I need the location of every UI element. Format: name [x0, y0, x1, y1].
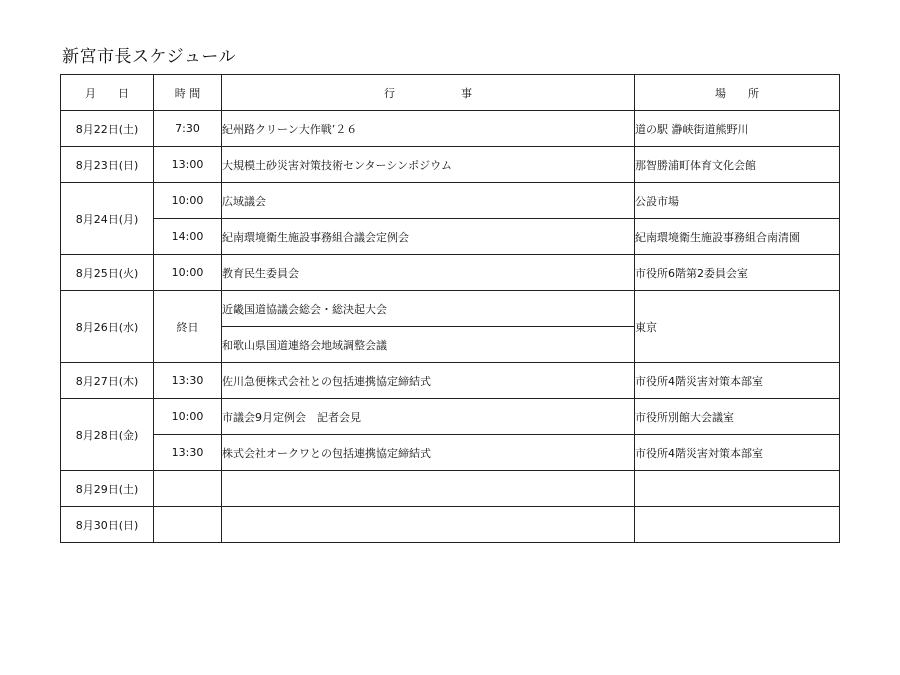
event-cell: 大規模土砂災害対策技術センターシンポジウム — [222, 147, 635, 183]
header-date: 月 日 — [61, 75, 154, 111]
header-row — [61, 75, 840, 111]
event-cell: 株式会社オークワとの包括連携協定締結式 — [222, 435, 635, 471]
place-cell: 公設市場 — [635, 183, 840, 219]
date-cell: 8月30日(日) — [61, 507, 154, 543]
date-cell: 8月28日(金) — [61, 399, 154, 471]
event-cell — [222, 471, 635, 507]
table-row — [61, 255, 840, 291]
header-event: 行 事 — [222, 75, 635, 111]
header-time: 時 間 — [154, 75, 222, 111]
schedule-table — [60, 74, 840, 543]
date-cell: 8月27日(木) — [61, 363, 154, 399]
event-cell: 和歌山県国道連絡会地域調整会議 — [222, 327, 635, 363]
place-cell: 那智勝浦町体育文化会館 — [635, 147, 840, 183]
page-title: 新宮市長スケジュール — [62, 47, 236, 67]
time-cell — [154, 507, 222, 543]
table-row — [61, 111, 840, 147]
table-row — [61, 147, 840, 183]
date-cell: 8月24日(月) — [61, 183, 154, 255]
event-cell: 佐川急便株式会社との包括連携協定締結式 — [222, 363, 635, 399]
table-row — [61, 471, 840, 507]
table-row — [61, 507, 840, 543]
date-cell: 8月26日(水) — [61, 291, 154, 363]
place-cell: 市役所別館大会議室 — [635, 399, 840, 435]
time-cell: 終日 — [154, 291, 222, 363]
event-cell — [222, 507, 635, 543]
place-cell — [635, 507, 840, 543]
date-cell: 8月23日(日) — [61, 147, 154, 183]
date-cell: 8月25日(火) — [61, 255, 154, 291]
place-cell — [635, 471, 840, 507]
time-cell: 10:00 — [154, 399, 222, 435]
event-cell: 近畿国道協議会総会・総決起大会 — [222, 291, 635, 327]
place-cell: 市役所4階災害対策本部室 — [635, 363, 840, 399]
table-row — [61, 435, 840, 471]
place-cell: 道の駅 瀞峡街道熊野川 — [635, 111, 840, 147]
event-cell: 紀州路クリーン大作戦’２６ — [222, 111, 635, 147]
table-row — [61, 183, 840, 219]
table-row — [61, 363, 840, 399]
time-cell: 10:00 — [154, 255, 222, 291]
date-cell: 8月22日(土) — [61, 111, 154, 147]
table-row — [61, 291, 840, 327]
time-cell: 7:30 — [154, 111, 222, 147]
time-cell: 13:30 — [154, 435, 222, 471]
time-cell — [154, 471, 222, 507]
place-cell: 市役所4階災害対策本部室 — [635, 435, 840, 471]
event-cell: 市議会9月定例会 記者会見 — [222, 399, 635, 435]
date-cell: 8月29日(土) — [61, 471, 154, 507]
time-cell: 14:00 — [154, 219, 222, 255]
header-place: 場 所 — [635, 75, 840, 111]
event-cell: 紀南環境衛生施設事務組合議会定例会 — [222, 219, 635, 255]
place-cell: 東京 — [635, 291, 840, 363]
event-cell: 広域議会 — [222, 183, 635, 219]
time-cell: 10:00 — [154, 183, 222, 219]
time-cell: 13:00 — [154, 147, 222, 183]
table-row — [61, 219, 840, 255]
time-cell: 13:30 — [154, 363, 222, 399]
place-cell: 市役所6階第2委員会室 — [635, 255, 840, 291]
place-cell: 紀南環境衛生施設事務組合南清園 — [635, 219, 840, 255]
table-row — [61, 399, 840, 435]
event-cell: 教育民生委員会 — [222, 255, 635, 291]
